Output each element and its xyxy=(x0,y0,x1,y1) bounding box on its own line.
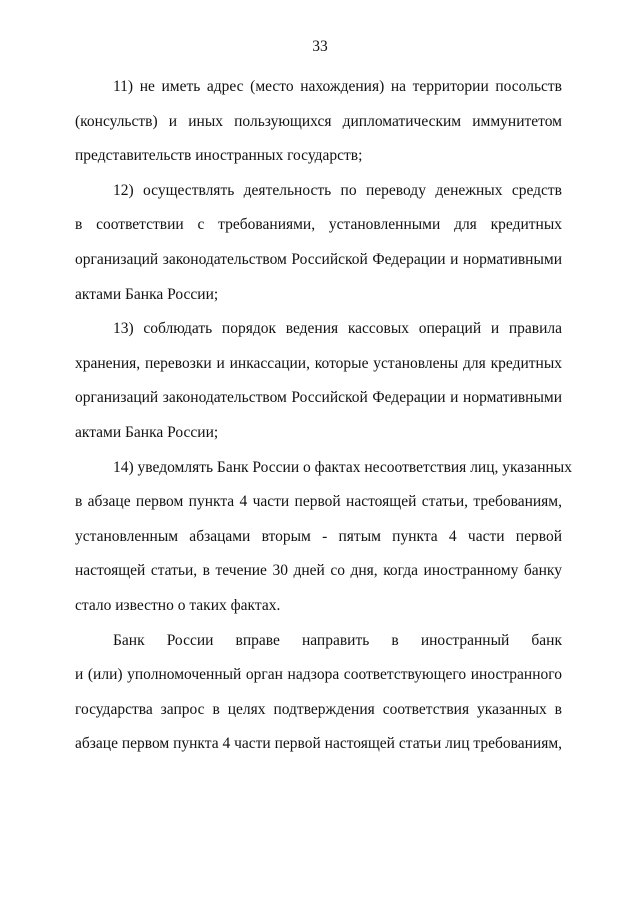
text-line: стало известно о таких фактах. xyxy=(75,596,281,614)
text-line: актами Банка России; xyxy=(75,423,219,441)
text-line: 11) не иметь адрес (место нахождения) на территории посольств xyxy=(113,78,562,95)
text-line: представительств иностранных государств; xyxy=(75,147,363,165)
document-body xyxy=(75,70,572,762)
paragraph-item-13 xyxy=(75,312,562,450)
paragraph-bank-request xyxy=(75,624,562,762)
text-line: хранения, перевозки и инкассации, которые установлены для кредитных xyxy=(75,354,562,372)
text-line: 14) уведомлять Банк России о фактах несоответствия лиц, указанных xyxy=(113,458,572,476)
text-line: абзаце первом пункта 4 части первой настоящей статьи лиц требованиям, xyxy=(75,735,563,753)
text-line: организаций законодательством Российской Федерации и нормативными xyxy=(75,389,562,407)
text-line: в абзаце первом пункта 4 части первой настоящей статьи, требованиям, xyxy=(75,493,562,511)
text-line: установленным абзацами вторым - пятым пункта 4 части первой xyxy=(75,527,562,545)
text-line: Банк России вправе направить в иностранный банк xyxy=(113,631,562,649)
paragraph-item-12 xyxy=(75,174,562,312)
text-line: 13) соблюдать порядок ведения кассовых операций и правила xyxy=(113,320,562,338)
paragraph-item-14 xyxy=(75,451,572,624)
text-line: настоящей статьи, в течение 30 дней со дня, когда иностранному банку xyxy=(75,562,562,580)
text-line: актами Банка России; xyxy=(75,285,219,303)
text-line: организаций законодательством Российской Федерации и нормативными xyxy=(75,250,562,268)
text-line: (консульств) и иных пользующихся дипломатическим иммунитетом xyxy=(75,112,562,130)
text-line: 12) осуществлять деятельность по переводу денежных средств xyxy=(113,181,562,199)
paragraph-item-11 xyxy=(75,70,562,174)
text-line: государства запрос в целях подтверждения соответствия указанных в xyxy=(75,700,562,718)
page-number: 33 xyxy=(312,38,328,55)
text-line: и (или) уполномоченный орган надзора соответствующего иностранного xyxy=(75,666,562,684)
text-line: в соответствии с требованиями, установленными для кредитных xyxy=(75,216,562,234)
